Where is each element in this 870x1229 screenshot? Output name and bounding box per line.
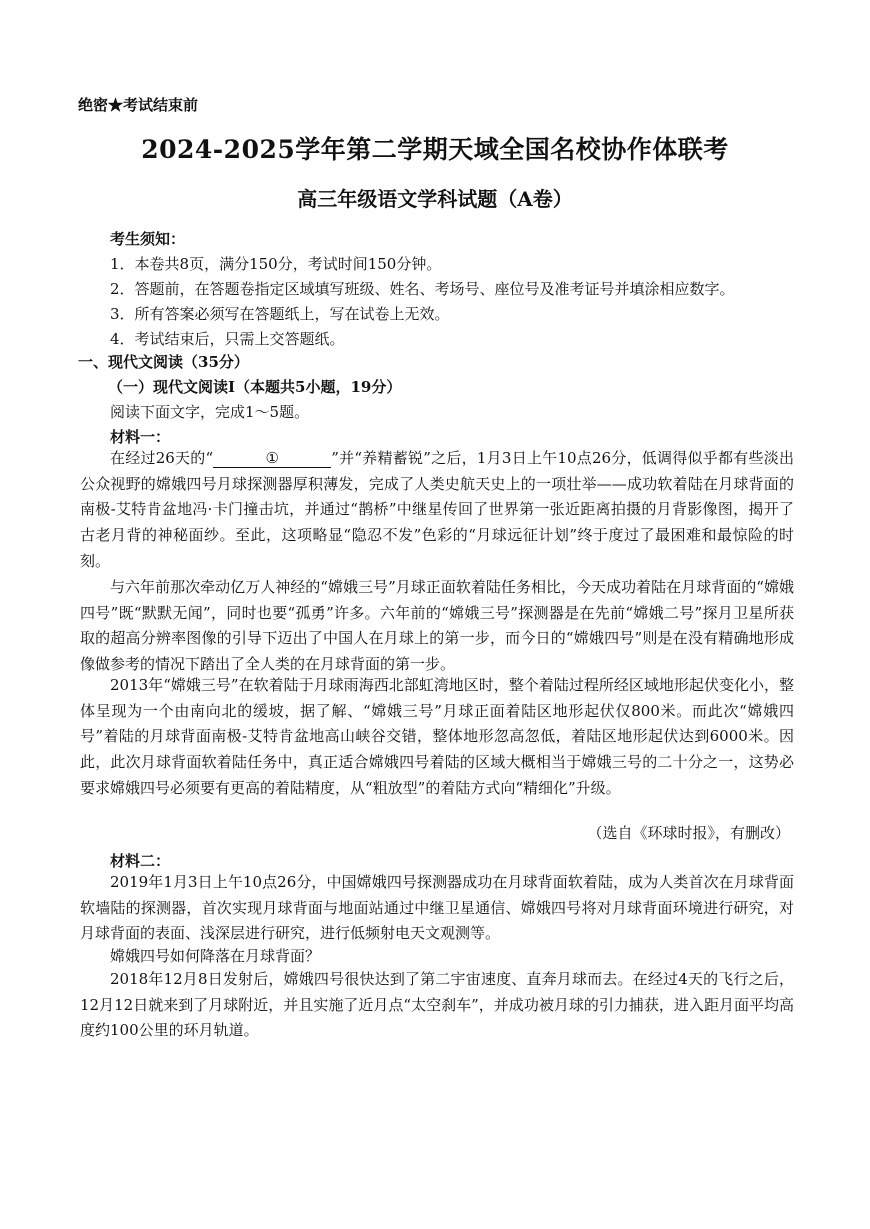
notice-item: 4．考试结束后，只需上交答题纸。 [110,330,345,348]
material-two-paragraph-1: 2019年1月3日上午10点26分，中国嫦娥四号探测器成功在月球背面软着陆，成为人类首次在月球背面软墙陆的探测器，首次实现月球背面与地面站通过中继卫星通信、嫦娥四号将对月球背面环境进行研究，对月球背面的表面、浅深层进行研究，进行低频射电天文观测等。 [80,873,794,943]
material-one-label: 材料一： [110,428,171,446]
page-subtitle: 高三年级语文学科试题（A卷） [297,187,573,211]
subsection-heading: （一）现代文阅读Ⅰ（本题共5小题，19分） [108,378,402,396]
material-one-paragraph-3: 2013年“嫦娥三号”在软着陆于月球雨海西北部虹湾地区时，整个着陆过程所经区域地形起伏变化小，整体呈现为一个由南向北的缓坡，据了解、“嫦娥三号”月球正面着陆区地形起伏仅800米。而此次“嫦娥四号”着陆的月球背面南极-艾特肯盆地高山峡谷交错，整体地形忽高忽低，着陆区地形起伏达到6000米。因此，此次月球背面软着陆任务中，真正适合嫦娥四号着陆的区域大概相当于嫦娥三号的二十分之一，这势必要求嫦娥四号必须要有更高的着陆精度，从“粗放型”的着陆方式向“精细化”升级。 [80,676,794,797]
material-two-paragraph-2: 2018年12月8日发射后，嫦娥四号很快达到了第二宇宙速度、直奔月球而去。在经过4天的飞行之后，12月12日就来到了月球附近，并且实施了近月点“太空刹车”，并成功被月球的引力捕获，进入距月面平均高度约100公里的环月轨道。 [80,970,794,1040]
notice-item: 2．答题前，在答题卷指定区域填写班级、姓名、考场号、座位号及准考证号并填涂相应数字。 [110,280,735,298]
material-one-paragraph-2: 与六年前那次牵动亿万人神经的“嫦娥三号”月球正面软着陆任务相比，今天成功着陆在月球背面的“嫦娥四号”既“默默无闻”，同时也要“孤勇”许多。六年前的“嫦娥三号”探测器是在先前“嫦娥二号”探月卫星所获取的超高分辨率图像的引导下迈出了中国人在月球上的第一步，而今日的“嫦娥四号”则是在没有精确地形成像做参考的情况下踏出了全人类的在月球背面的第一步。 [80,578,794,674]
material-two-label: 材料二： [110,852,171,870]
confidential-mark: 绝密★考试结束前 [78,96,199,114]
paragraph-text: 在经过26天的“ [110,449,214,467]
material-two-question: 嫦娥四号如何降落在月球背面？ [110,947,321,965]
page-title: 2024-2025学年第二学期天域全国名校协作体联考 [141,135,729,164]
paragraph-text: ”并“养精蓄锐”之后，1月3日上午10点26分，低调得似乎都有些淡出公众视野的嫦娥四号月球探测器厚积薄发，完成了人类史航天史上的一项壮举——成功软着陆在月球背面的南极-艾特肯盆地冯·卡门撞击坑，并通过“鹊桥”中继星传回了世界第一张近距离拍摄的月背影像图，揭开了古老月背的神秘面纱。至此，这项略显“隐忍不发”色彩的“月球远征计划”终于度过了最困难和最惊险的时刻。 [80,449,794,570]
section-heading: 一、现代文阅读（35分） [78,353,249,371]
notice-item: 1．本卷共8页，满分150分，考试时间150分钟。 [110,255,442,273]
notice-heading: 考生须知： [110,230,186,248]
reading-instruction: 阅读下面文字，完成1～5题。 [110,403,310,421]
material-one-paragraph-1 [80,446,794,575]
notice-item: 3．所有答案必须写在答题纸上，写在试卷上无效。 [110,305,450,323]
fill-blank-1: ① [213,449,331,468]
source-citation: （选自《环球时报》，有删改） [587,824,790,842]
